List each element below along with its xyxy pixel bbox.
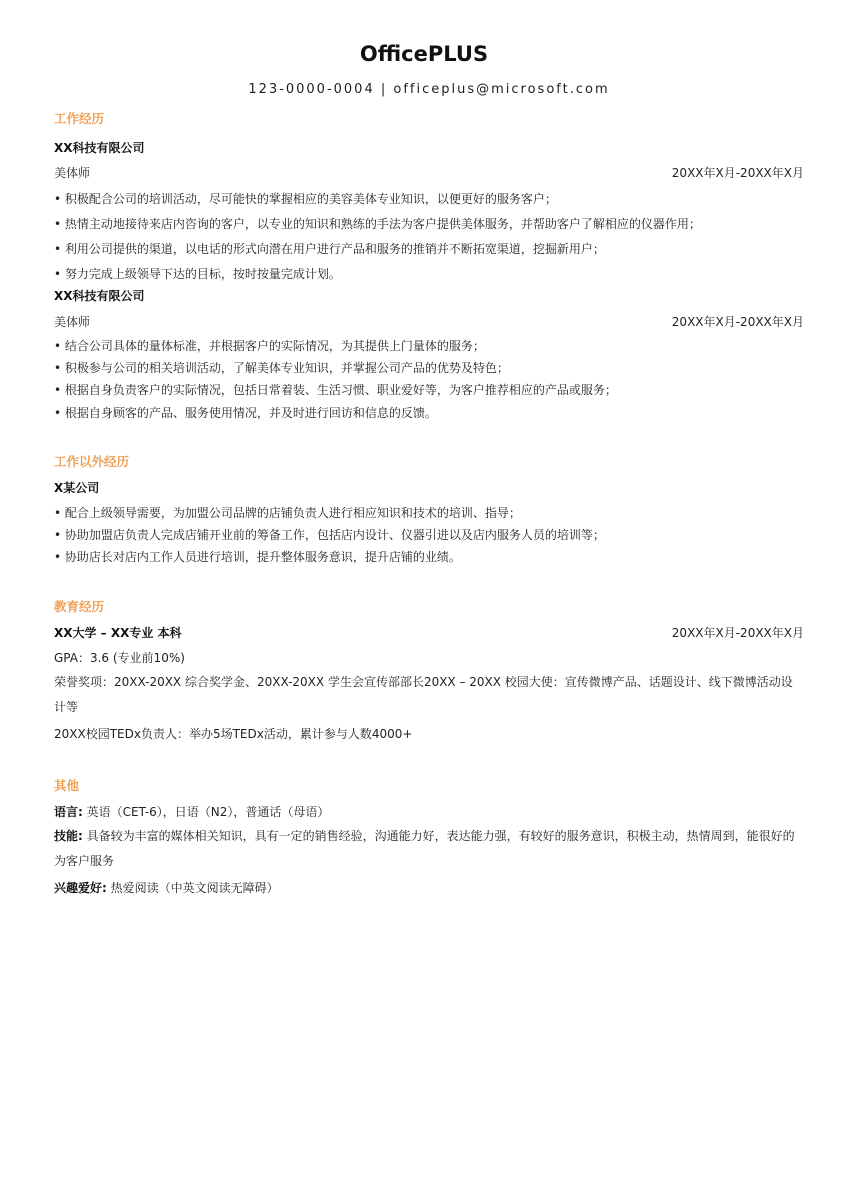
skills-value: 具备较为丰富的媒体相关知识，具有一定的销售经验，沟通能力好，表达能力强，有较好的服务意识，积极主动，热情周到，能很好的为客户服务 (54, 829, 795, 868)
job-bullet: • 利用公司提供的渠道，以电话的形式向潜在用户进行产品和服务的推销并不断拓宽渠道，挖掘新用户； (54, 241, 804, 257)
language-row (54, 804, 804, 820)
school-major: XX大学 – XX专业 本科 (54, 626, 182, 640)
honors: 荣誉奖项：20XX-20XX 综合奖学金、20XX-20XX 学生会宣传部部长20XX – 20XX 校园大使：宣传微博产品、话题设计、线下微博活动设计等 (54, 675, 793, 714)
gpa: GPA：3.6 (专业前10%) (54, 651, 185, 665)
job-bullet: • 结合公司具体的量体标准，并根据客户的实际情况，为其提供上门量体的服务； (54, 338, 804, 354)
extra-bullet: • 配合上级领导需要，为加盟公司品牌的店铺负责人进行相应知识和技术的培训、指导； (54, 505, 804, 521)
extra-company: X某公司 (54, 481, 100, 495)
job-bullet: • 热情主动地接待来店内咨询的客户，以专业的知识和熟练的手法为客户提供美体服务，并帮助客户了解相应的仪器作用； (54, 216, 804, 232)
hobby-value: 热爱阅读（中英文阅读无障碍） (106, 881, 279, 895)
hobby-row (54, 880, 804, 896)
job-bullet: • 根据自身负责客户的实际情况，包括日常着装、生活习惯、职业爱好等，为客户推荐相应的产品或服务； (54, 382, 804, 398)
job-role-row (54, 314, 804, 330)
skills-row (54, 824, 804, 874)
section-title-other: 其他 (54, 778, 80, 793)
job-company: XX科技有限公司 (54, 141, 145, 155)
section-title-education: 教育经历 (54, 599, 105, 614)
job-role-row (54, 165, 804, 181)
extra-bullet: • 协助店长对店内工作人员进行培训，提升整体服务意识，提升店铺的业绩。 (54, 549, 804, 565)
job-period: 20XX年X月-20XX年X月 (671, 166, 804, 180)
candidate-name: OfficePLUS (359, 42, 489, 66)
language-value: 英语（CET-6），日语（N2），普通话（母语） (82, 805, 330, 819)
job-bullet: • 努力完成上级领导下达的目标，按时按量完成计划。 (54, 266, 804, 282)
language-label: 语言: (54, 805, 83, 819)
contact-info: 123-0000-0004 | officeplus@microsoft.com (248, 82, 610, 97)
tedx: 20XX校园TEDx负责人：举办5场TEDx活动，累计参与人数4000+ (54, 727, 413, 741)
job-role: 美体师 (54, 166, 91, 180)
job-bullet: • 积极配合公司的培训活动，尽可能快的掌握相应的美容美体专业知识，以便更好的服务客户； (54, 191, 804, 207)
education-row (54, 625, 804, 641)
extra-bullet: • 协助加盟店负责人完成店铺开业前的筹备工作，包括店内设计、仪器引进以及店内服务人员的培训等； (54, 527, 804, 543)
job-role: 美体师 (54, 315, 91, 329)
hobby-label: 兴趣爱好: (54, 881, 107, 895)
skills-label: 技能: (54, 829, 83, 843)
job-period: 20XX年X月-20XX年X月 (671, 315, 804, 329)
section-title-extra: 工作以外经历 (54, 454, 130, 469)
job-bullet: • 根据自身顾客的产品、服务使用情况，并及时进行回访和信息的反馈。 (54, 405, 804, 421)
job-bullet: • 积极参与公司的相关培训活动，了解美体专业知识，并掌握公司产品的优势及特色； (54, 360, 804, 376)
education-period: 20XX年X月-20XX年X月 (671, 626, 804, 640)
section-title-work: 工作经历 (54, 111, 105, 126)
job-company: XX科技有限公司 (54, 289, 145, 303)
